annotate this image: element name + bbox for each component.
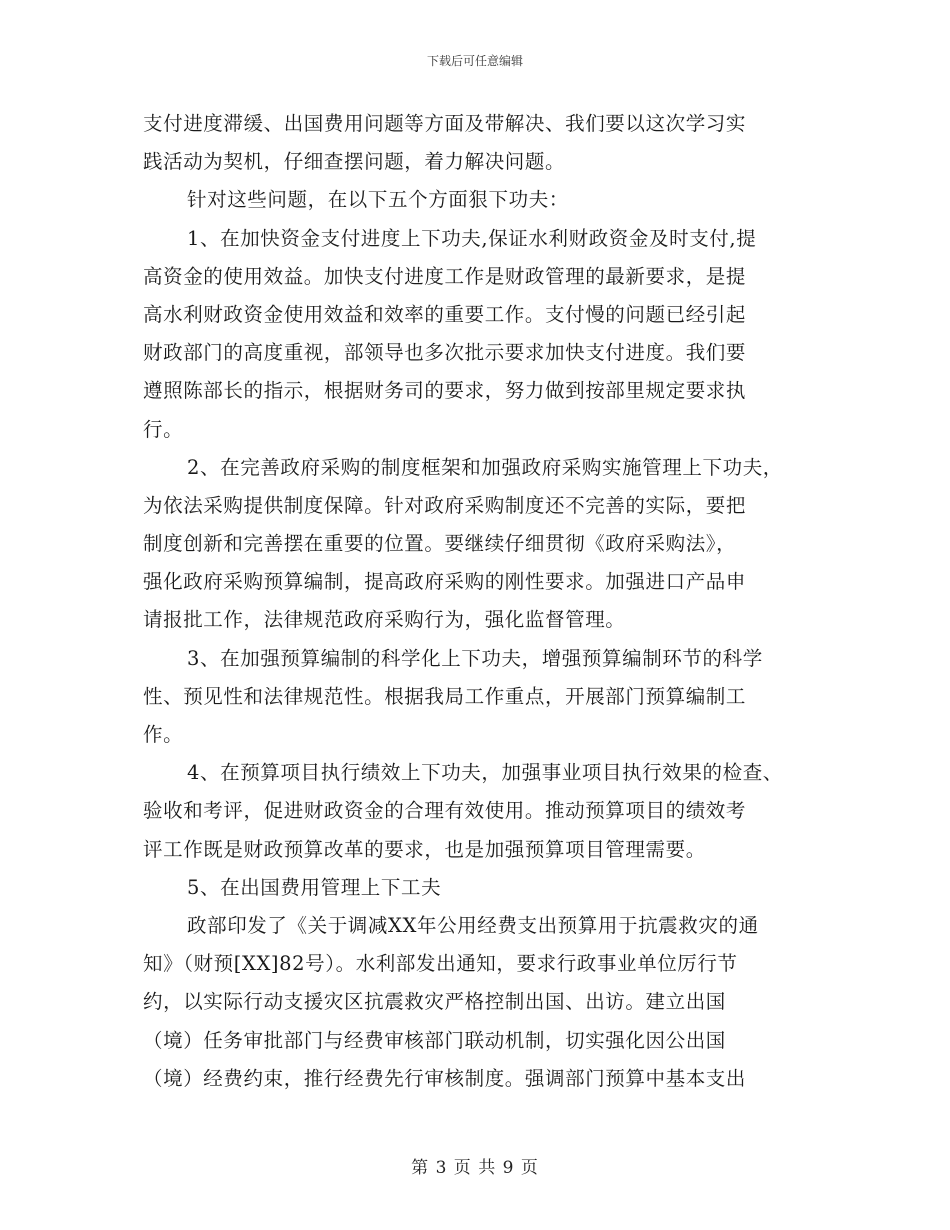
document-body [143,105,823,1098]
text-line: 遵照陈部长的指示，根据财务司的要求，努力做到按部里规定要求执 [143,379,747,403]
text-line: 高资金的使用效益。加快支付进度工作是财政管理的最新要求，是提 [143,264,747,288]
page-header: 下载后可任意编辑 [426,54,523,68]
text-line: 约，以实际行动支援灾区抗震救灾严格控制出国、出访。建立出国 [143,990,726,1014]
page-footer: 第 3 页 共 9 页 [411,1158,539,1178]
text-line: 为依法采购提供制度保障。针对政府采购制度还不完善的实际，要把 [143,493,747,517]
text-line: 3、在加强预算编制的科学化上下功夫，增强预算编制环节的科学 [187,646,763,670]
text-line: 强化政府采购预算编制，提高政府采购的刚性要求。加强进口产品申 [143,570,747,594]
text-line: 政部印发了《关于调减XX年公用经费支出预算用于抗震救灾的通 [187,913,759,937]
text-line: 作。 [143,723,184,746]
text-line: 制度创新和完善摆在重要的位置。要继续仔细贯彻《政府采购法》， [143,532,737,556]
text-line: 验收和考评，促进财政资金的合理有效使用。推动预算项目的绩效考 [143,799,747,823]
text-line: 高水利财政资金使用效益和效率的重要工作。支付慢的问题已经引起 [143,302,747,326]
text-line: 行。 [143,417,184,441]
text-line: 4、在预算项目执行绩效上下功夫，加强事业项目执行效果的检查、 [187,761,783,785]
text-line: （境）任务审批部门与经费审核部门联动机制，切实强化因公出国 [143,1028,726,1052]
text-line: 财政部门的高度重视，部领导也多次批示要求加快支付进度。我们要 [143,341,747,365]
text-line: 1、在加快资金支付进度上下功夫,保证水利财政资金及时支付,提 [187,226,757,250]
text-line: 评工作既是财政预算改革的要求，也是加强预算项目管理需要。 [143,837,706,861]
text-line: 请报批工作，法律规范政府采购行为，强化监督管理。 [143,608,626,632]
text-line: 性、预见性和法律规范性。根据我局工作重点，开展部门预算编制工 [143,684,747,708]
text-line: 知》（财预[XX]82号）。水利部发出通知，要求行政事业单位厉行节 [143,952,738,976]
text-line: 支付进度滞缓、出国费用问题等方面及带解决、我们要以这次学习实 [143,112,747,135]
text-line: 5、在出国费用管理上下工夫 [187,875,442,899]
text-line: 针对这些问题，在以下五个方面狠下功夫： [187,188,569,212]
text-line: 践活动为契机，仔细查摆问题，着力解决问题。 [143,150,566,174]
text-line: 2、在完善政府采购的制度框架和加强政府采购实施管理上下功夫， [187,455,783,479]
text-line: （境）经费约束，推行经费先行审核制度。强调部门预算中基本支出 [143,1066,747,1090]
